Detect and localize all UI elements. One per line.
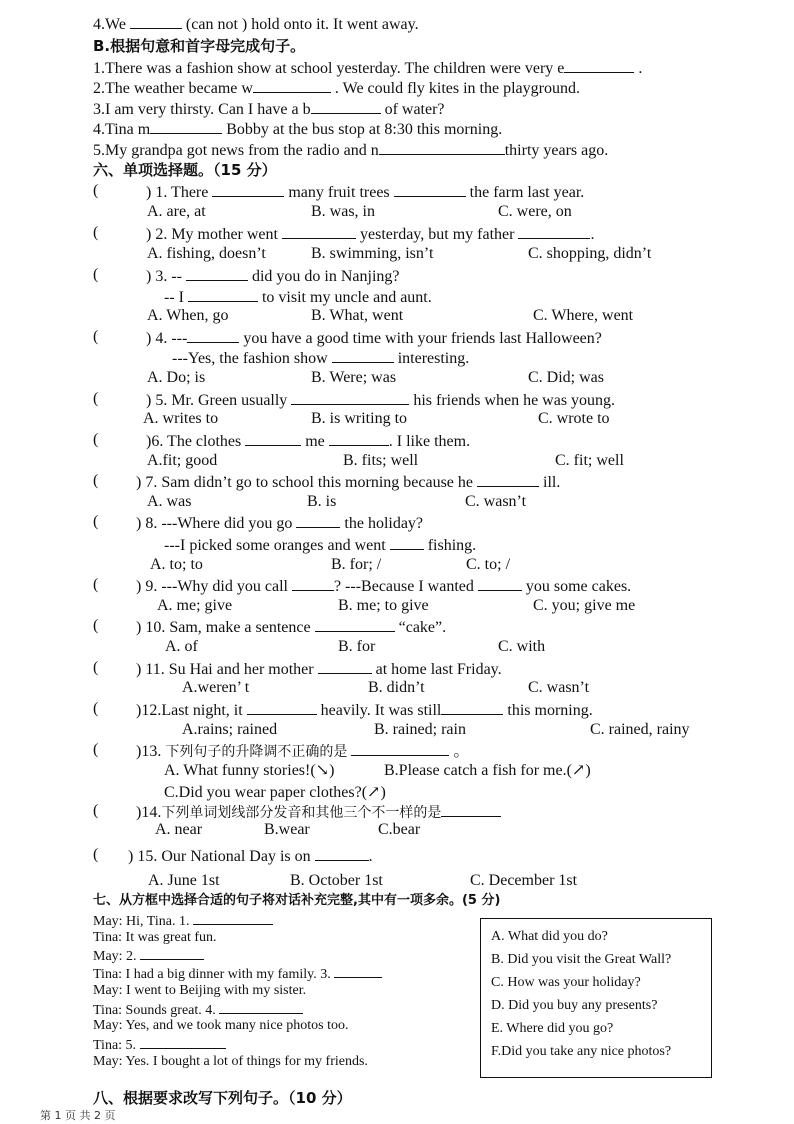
- q6-option-a[interactable]: A.fit; good: [147, 452, 218, 469]
- q4-stem-2: ---Yes, the fashion show interesting.: [172, 350, 470, 367]
- q8-stem: ) 8. ---Where did you go the holiday?: [136, 515, 424, 532]
- q1-stem: ) 1. There many fruit trees the farm last year.: [146, 184, 585, 201]
- partB-q3: 3.I am very thirsty. Can I have a b of water?: [93, 101, 445, 118]
- answer-blank[interactable]: [291, 390, 409, 405]
- q14-stem: )14.下列单词划线部分发音和其他三个不一样的是: [136, 802, 501, 822]
- answer-paren[interactable]: (: [93, 802, 99, 819]
- answer-blank[interactable]: [140, 1036, 226, 1049]
- answer-blank[interactable]: [518, 224, 590, 239]
- q12-option-a[interactable]: A.rains; rained: [182, 721, 278, 738]
- section6-heading: 六、单项选择题。（15 分）: [93, 161, 277, 179]
- dialog-line: Tina: I had a big dinner with my family. 3.: [93, 965, 382, 983]
- answer-paren[interactable]: (: [93, 182, 99, 199]
- answer-paren[interactable]: (: [93, 224, 99, 241]
- answer-blank[interactable]: [292, 576, 334, 591]
- dialog-line: Tina: 5.: [93, 1036, 226, 1054]
- q11-option-a[interactable]: A.weren’ t: [182, 679, 250, 696]
- q3-option-b[interactable]: B. What, went: [311, 307, 404, 324]
- q13-option-c[interactable]: C.Did you wear paper clothes?(↗): [164, 784, 386, 801]
- answer-blank[interactable]: [212, 182, 284, 197]
- q14-option-a[interactable]: A. near: [155, 821, 203, 838]
- q8-option-c[interactable]: C. to; /: [466, 556, 511, 573]
- q9-option-b[interactable]: B. me; to give: [338, 597, 429, 614]
- answer-blank[interactable]: [477, 472, 539, 487]
- answer-blank[interactable]: [318, 659, 372, 674]
- q7-option-a[interactable]: A. was: [147, 493, 192, 510]
- answer-paren[interactable]: (: [93, 659, 99, 676]
- q1-option-a[interactable]: A. are, at: [147, 203, 206, 220]
- q1-option-c[interactable]: C. were, on: [498, 203, 572, 220]
- q13-option-a[interactable]: A. What funny stories!(↘): [164, 762, 335, 779]
- answer-blank[interactable]: [140, 947, 204, 960]
- answer-blank[interactable]: [441, 802, 501, 817]
- answer-paren[interactable]: (: [93, 700, 99, 717]
- q15-option-a[interactable]: A. June 1st: [148, 872, 220, 889]
- q9-option-c[interactable]: C. you; give me: [533, 597, 636, 614]
- dialog-line: May: Yes, and we took many nice photos too.: [93, 1018, 349, 1033]
- answer-blank[interactable]: [282, 224, 356, 239]
- q12-option-c[interactable]: C. rained, rainy: [590, 721, 690, 738]
- q14-option-b[interactable]: B.wear: [264, 821, 310, 838]
- answer-blank[interactable]: [130, 14, 182, 29]
- dialog-line: May: Yes. I bought a lot of things for my friends.: [93, 1054, 368, 1069]
- q5-option-c[interactable]: C. wrote to: [538, 410, 610, 427]
- answer-blank[interactable]: [219, 1001, 303, 1014]
- q11-stem: ) 11. Su Hai and her mother at home last Friday.: [136, 661, 502, 678]
- q6-stem: )6. The clothes me . I like them.: [146, 433, 471, 450]
- q10-option-b[interactable]: B. for: [338, 638, 376, 655]
- q14-option-c[interactable]: C.bear: [378, 821, 421, 838]
- answer-paren[interactable]: (: [93, 472, 99, 489]
- answer-blank[interactable]: [193, 912, 273, 925]
- dialog-line: Tina: It was great fun.: [93, 930, 217, 945]
- q10-option-c[interactable]: C. with: [498, 638, 546, 655]
- q10-option-a[interactable]: A. of: [165, 638, 198, 655]
- answer-blank[interactable]: [247, 700, 317, 715]
- answer-paren[interactable]: (: [93, 617, 99, 634]
- answer-blank[interactable]: [351, 741, 449, 756]
- q2-option-b[interactable]: B. swimming, isn’t: [311, 245, 434, 262]
- q3-option-c[interactable]: C. Where, went: [533, 307, 634, 324]
- q7-stem: ) 7. Sam didn’t go to school this morning because he ill.: [136, 474, 561, 491]
- q8-stem-2: ---I picked some oranges and went fishing.: [164, 537, 477, 554]
- dialog-line: May: Hi, Tina. 1.: [93, 912, 273, 930]
- q3-stem: ) 3. -- did you do in Nanjing?: [146, 268, 400, 285]
- answer-blank[interactable]: [150, 119, 222, 134]
- answer-blank[interactable]: [187, 328, 239, 343]
- answer-blank[interactable]: [441, 700, 503, 715]
- q5-option-a[interactable]: A. writes to: [143, 410, 219, 427]
- answer-blank[interactable]: [315, 846, 369, 861]
- option-b[interactable]: B. Did you visit the Great Wall?: [491, 952, 672, 967]
- answer-paren[interactable]: (: [93, 328, 99, 345]
- q7-option-c[interactable]: C. wasn’t: [465, 493, 527, 510]
- answer-paren[interactable]: (: [93, 741, 99, 758]
- partB-q1: 1.There was a fashion show at school yesterday. The children were very e .: [93, 60, 643, 77]
- option-c[interactable]: C. How was your holiday?: [491, 975, 641, 990]
- q1-option-b[interactable]: B. was, in: [311, 203, 375, 220]
- q11-option-c[interactable]: C. wasn’t: [528, 679, 590, 696]
- q2-option-c[interactable]: C. shopping, didn’t: [528, 245, 652, 262]
- q3-stem-2: -- I to visit my uncle and aunt.: [164, 289, 432, 306]
- answer-paren[interactable]: (: [93, 846, 99, 863]
- q4-stem: ) 4. --- you have a good time with your friends last Halloween?: [146, 330, 602, 347]
- answer-blank[interactable]: [379, 140, 505, 155]
- q4-option-b[interactable]: B. Were; was: [311, 369, 397, 386]
- q5-stem: ) 5. Mr. Green usually his friends when he was young.: [146, 392, 616, 409]
- q9-stem: ) 9. ---Why did you call ? ---Because I wanted you some cakes.: [136, 578, 632, 595]
- q8-option-a[interactable]: A. to; to: [150, 556, 203, 573]
- q2-option-a[interactable]: A. fishing, doesn’t: [147, 245, 266, 262]
- q10-stem: ) 10. Sam, make a sentence “cake”.: [136, 619, 447, 636]
- q4-option-a[interactable]: A. Do; is: [147, 369, 206, 386]
- answer-blank[interactable]: [245, 431, 301, 446]
- answer-blank[interactable]: [315, 617, 395, 632]
- q11-option-b[interactable]: B. didn’t: [368, 679, 425, 696]
- q12-stem: )12.Last night, it heavily. It was still this morning.: [136, 702, 593, 719]
- answer-blank[interactable]: [332, 348, 394, 363]
- dialog-line: May: 2.: [93, 947, 204, 965]
- answer-paren[interactable]: (: [93, 513, 99, 530]
- option-d[interactable]: D. Did you buy any presents?: [491, 998, 658, 1013]
- answer-blank[interactable]: [329, 431, 389, 446]
- option-a[interactable]: A. What did you do?: [491, 929, 608, 944]
- q13-option-b[interactable]: B.Please catch a fish for me.(↗): [384, 762, 591, 779]
- q8-option-b[interactable]: B. for; /: [331, 556, 382, 573]
- partB-heading: B.根据句意和首字母完成句子。: [93, 37, 306, 55]
- answer-blank[interactable]: [390, 535, 424, 550]
- q15-option-c[interactable]: C. December 1st: [470, 872, 578, 889]
- option-f[interactable]: F.Did you take any nice photos?: [491, 1044, 672, 1059]
- answer-blank[interactable]: [253, 78, 331, 93]
- q15-stem: ) 15. Our National Day is on .: [128, 848, 373, 865]
- answer-blank[interactable]: [296, 513, 340, 528]
- partB-q4: 4.Tina m Bobby at the bus stop at 8:30 this morning.: [93, 121, 503, 138]
- q6-option-c[interactable]: C. fit; well: [555, 452, 624, 469]
- q15-option-b[interactable]: B. October 1st: [290, 872, 383, 889]
- partB-q2: 2.The weather became w . We could fly kites in the playground.: [93, 80, 580, 97]
- answer-blank[interactable]: [311, 99, 381, 114]
- q2-stem: ) 2. My mother went yesterday, but my father .: [146, 226, 595, 243]
- partA-q4: 4.We (can not ) hold onto it. It went away.: [93, 16, 419, 33]
- answer-blank[interactable]: [188, 287, 258, 302]
- dialog-line: Tina: Sounds great. 4.: [93, 1001, 303, 1019]
- dialog-line: May: I went to Beijing with my sister.: [93, 983, 307, 998]
- q6-option-b[interactable]: B. fits; well: [343, 452, 419, 469]
- answer-blank[interactable]: [394, 182, 466, 197]
- q7-option-b[interactable]: B. is: [307, 493, 337, 510]
- q5-option-b[interactable]: B. is writing to: [311, 410, 408, 427]
- partB-q5: 5.My grandpa got news from the radio and n thirty years ago.: [93, 142, 609, 159]
- q12-option-b[interactable]: B. rained; rain: [374, 721, 466, 738]
- page-footer: 第 1 页 共 2 页: [40, 1109, 116, 1122]
- q9-option-a[interactable]: A. me; give: [157, 597, 233, 614]
- answer-blank[interactable]: [564, 58, 634, 73]
- option-e[interactable]: E. Where did you go?: [491, 1021, 614, 1036]
- q13-stem: )13. 下列句子的升降调不正确的是 。: [136, 743, 470, 760]
- answer-blank[interactable]: [186, 266, 248, 281]
- answer-paren[interactable]: (: [93, 431, 99, 448]
- answer-paren[interactable]: (: [93, 266, 99, 283]
- q4-option-c[interactable]: C. Did; was: [528, 369, 604, 386]
- answer-paren[interactable]: (: [93, 576, 99, 593]
- answer-blank[interactable]: [334, 965, 382, 978]
- section7-heading: 七、从方框中选择合适的句子将对话补充完整,其中有一项多余。(5 分): [93, 893, 501, 908]
- answer-blank[interactable]: [478, 576, 522, 591]
- options-box: [480, 918, 712, 1078]
- section8-heading: 八、根据要求改写下列句子。（10 分）: [93, 1089, 352, 1107]
- q3-option-a[interactable]: A. When, go: [147, 307, 229, 324]
- answer-paren[interactable]: (: [93, 390, 99, 407]
